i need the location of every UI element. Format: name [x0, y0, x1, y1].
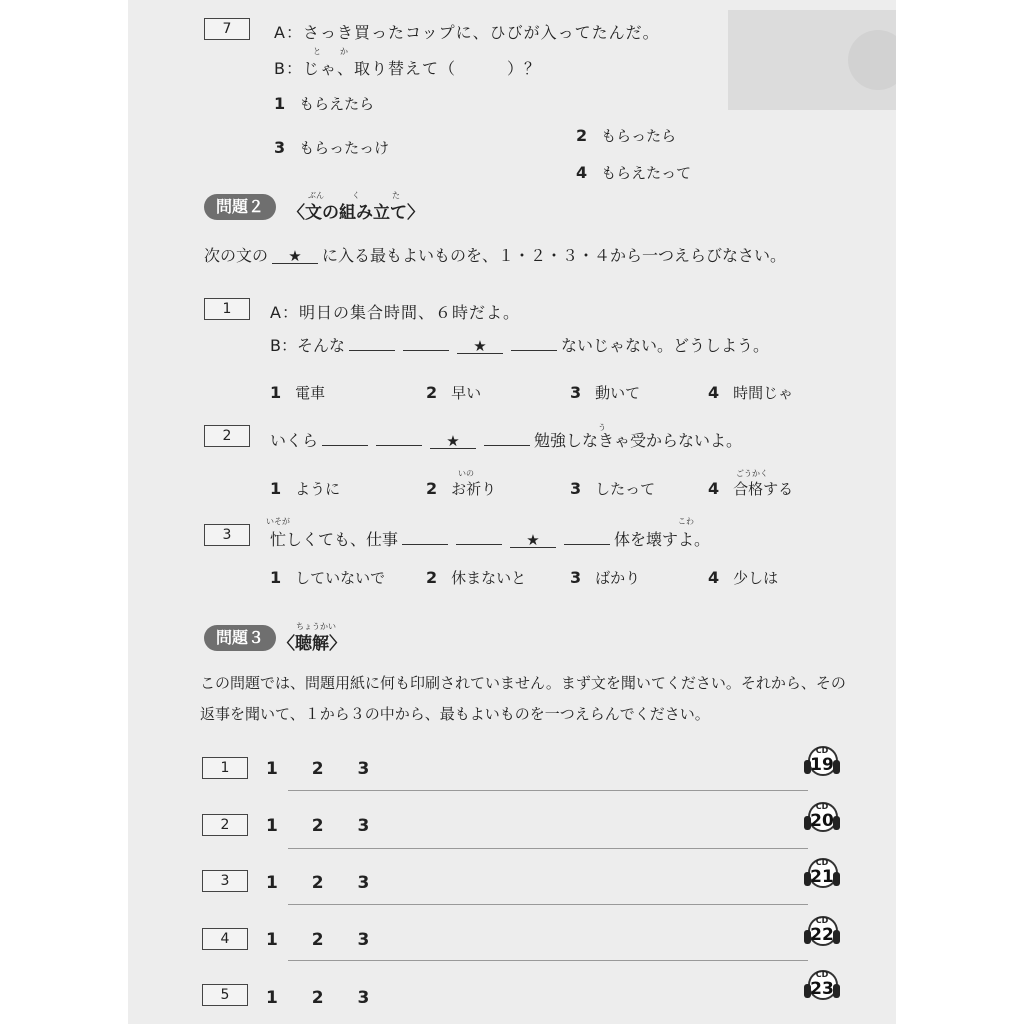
option-number: 4 [708, 568, 720, 587]
instruction-post: に入る最もよいものを、１・２・３・４から一つえらびなさい。 [322, 246, 787, 265]
blank [376, 431, 422, 446]
option-text: もらったら [601, 127, 677, 145]
furigana: こわ [678, 517, 694, 526]
option-text: 少しは [733, 569, 779, 587]
furigana: ぶん [308, 191, 324, 200]
option-text: 早い [451, 384, 482, 402]
option-1 [270, 567, 385, 588]
question-number-box: 3 [202, 870, 248, 892]
option-number: 1 [270, 479, 282, 498]
section-badge: 問題２ [204, 194, 276, 220]
option-number: 1 [270, 568, 282, 587]
cd-track-number: 22 [810, 925, 834, 945]
option-2 [426, 478, 496, 499]
answer-choices: 1 2 3 [266, 816, 384, 836]
option-4 [576, 162, 691, 183]
option-2 [576, 125, 676, 146]
furigana: た [392, 191, 400, 200]
sentence-pre: 忙しくても、仕事 [270, 530, 399, 549]
dialogue-line-b [270, 333, 769, 356]
cd-track-number: 23 [810, 979, 834, 999]
option-number: 1 [274, 94, 286, 113]
option-number: 2 [426, 383, 438, 402]
cd-label: CD [815, 858, 829, 867]
cd-track-badge [804, 916, 840, 950]
dialogue-line-a: A：明日の集合時間、６時だよ。 [270, 303, 520, 322]
answer-choices: 1 2 3 [266, 988, 384, 1008]
option-text: もらえたって [601, 164, 692, 182]
sentence-post: ないじゃない。どうしよう。 [560, 336, 769, 355]
option-text: ように [295, 480, 341, 498]
option-text: 休まないと [451, 569, 527, 587]
furigana: いの [458, 469, 474, 478]
question-number-box: 5 [202, 984, 248, 1006]
option-text: 合格する [733, 480, 794, 498]
blank [402, 530, 448, 545]
instruction-pre: 次の文の [204, 246, 269, 265]
option-number: 2 [426, 568, 438, 587]
blank [322, 431, 368, 446]
cd-track-number: 21 [810, 867, 834, 887]
answer-line [288, 848, 808, 849]
option-3 [570, 567, 640, 588]
option-text: ばかり [595, 569, 641, 587]
option-text: 時間じゃ [733, 384, 794, 402]
option-4 [708, 478, 793, 499]
star-blank: ★ [430, 434, 476, 449]
furigana: ちょうかい [296, 622, 336, 631]
furigana: う [598, 423, 606, 432]
option-1 [270, 382, 325, 403]
option-text: 電車 [295, 384, 326, 402]
sentence [270, 428, 742, 451]
instruction-line-2: 返事を聞いて、１から３の中から、最もよいものを一つえらんでください。 [200, 705, 710, 723]
option-number: 1 [270, 383, 282, 402]
furigana: か [340, 47, 348, 56]
furigana: いそが [266, 517, 290, 526]
cd-track-badge [804, 970, 840, 1004]
instruction [204, 243, 786, 266]
blank [349, 336, 395, 351]
cd-track-badge [804, 802, 840, 836]
option-text: 動いて [595, 384, 641, 402]
sentence-post: 勉強しなきゃ受からないよ。 [534, 431, 743, 450]
answer-choices: 1 2 3 [266, 873, 384, 893]
cd-label: CD [815, 746, 829, 755]
answer-line [288, 790, 808, 791]
section-badge: 問題３ [204, 625, 276, 651]
cd-label: CD [815, 802, 829, 811]
option-number: 3 [570, 383, 582, 402]
option-4 [708, 567, 778, 588]
option-number: 4 [708, 479, 720, 498]
question-number-box: 3 [204, 524, 250, 546]
option-number: 3 [570, 479, 582, 498]
sentence-post: 体を壊すよ。 [614, 530, 711, 549]
cd-label: CD [815, 916, 829, 925]
section-title: 〈文の組み立て〉 [288, 203, 424, 223]
option-text: もらったっけ [299, 139, 390, 157]
blank [484, 431, 530, 446]
option-number: 4 [708, 383, 720, 402]
option-text: したって [595, 480, 656, 498]
question-number-box: 1 [202, 757, 248, 779]
cd-track-number: 20 [810, 811, 834, 831]
option-text: していないで [295, 569, 386, 587]
furigana: と [313, 47, 321, 56]
option-text: もらえたら [299, 95, 375, 113]
option-text: お祈り [451, 480, 497, 498]
question-number-box: 2 [202, 814, 248, 836]
furigana: ごうかく [736, 469, 768, 478]
option-number: 3 [570, 568, 582, 587]
section-title: 〈聴解〉 [278, 634, 346, 654]
question-number-box: 4 [202, 928, 248, 950]
option-number: 2 [576, 126, 588, 145]
option-1 [270, 478, 340, 499]
dialogue-line-b: B：じゃ、取り替えて（ ）？ [274, 59, 541, 78]
blank [403, 336, 449, 351]
answer-line [288, 960, 808, 961]
sentence-pre: いくら [270, 431, 319, 450]
blank [456, 530, 502, 545]
option-1 [274, 93, 374, 114]
option-number: 2 [426, 479, 438, 498]
sentence-pre: B：そんな [270, 336, 345, 355]
star-blank: ★ [272, 249, 318, 264]
blank [511, 336, 557, 351]
option-3 [274, 137, 389, 158]
sentence [270, 527, 710, 550]
dialogue-line-a: A：さっき買ったコップに、ひびが入ってたんだ。 [274, 23, 660, 42]
option-2 [426, 382, 481, 403]
textbook-page [128, 0, 896, 1024]
cd-label: CD [815, 970, 829, 979]
furigana: く [352, 191, 360, 200]
answer-choices: 1 2 3 [266, 759, 384, 779]
star-blank: ★ [510, 533, 556, 548]
option-4 [708, 382, 793, 403]
answer-line [288, 904, 808, 905]
option-3 [570, 478, 655, 499]
option-number: 3 [274, 138, 286, 157]
cd-track-badge [804, 858, 840, 892]
option-3 [570, 382, 640, 403]
instruction-line-1: この問題では、問題用紙に何も印刷されていません。まず文を聞いてください。それから、その [200, 674, 846, 692]
option-2 [426, 567, 526, 588]
star-blank: ★ [457, 339, 503, 354]
blank [564, 530, 610, 545]
question-number-box: 2 [204, 425, 250, 447]
question-number-box: 7 [204, 18, 250, 40]
option-number: 4 [576, 163, 588, 182]
answer-choices: 1 2 3 [266, 930, 384, 950]
cd-track-number: 19 [810, 755, 834, 775]
cd-track-badge [804, 746, 840, 780]
question-number-box: 1 [204, 298, 250, 320]
